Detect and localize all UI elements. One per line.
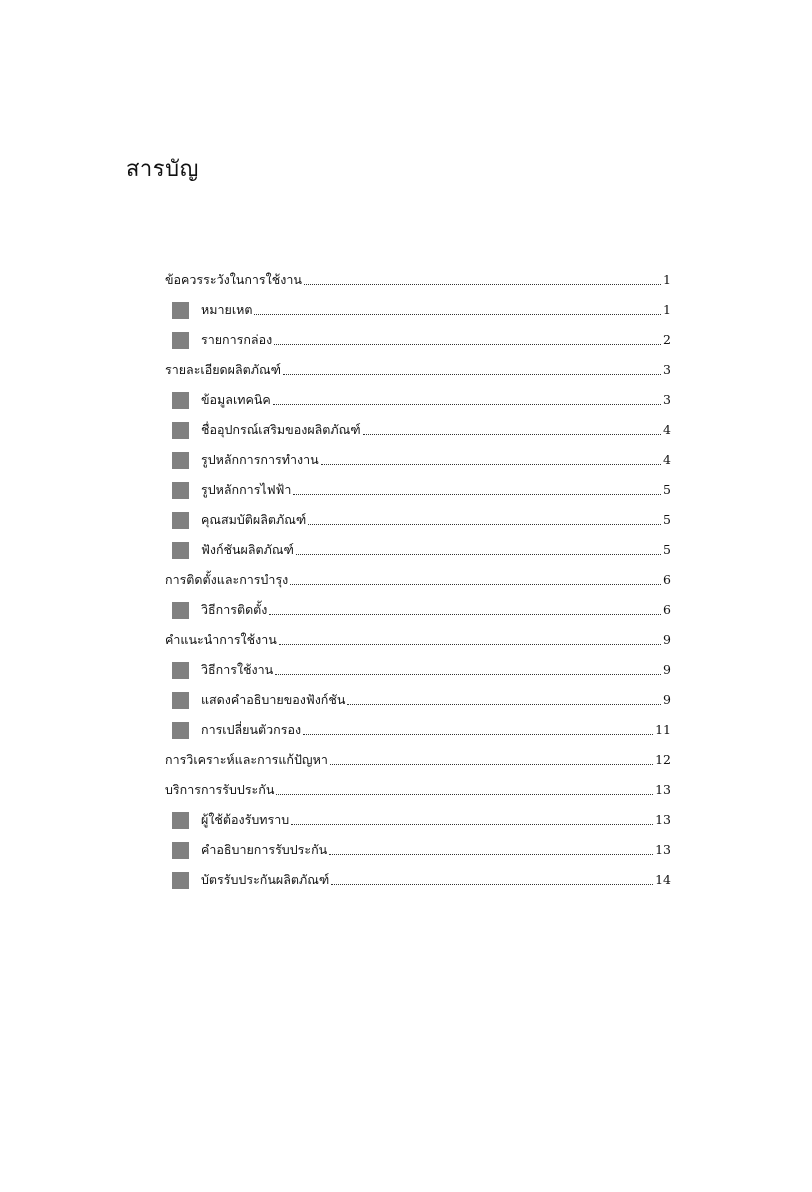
toc-entry-label: รูปหลักการไฟฟ้า — [201, 482, 292, 497]
toc-entry-page-number: 14 — [655, 872, 671, 887]
dot-leader — [254, 314, 661, 315]
dot-leader — [296, 554, 661, 555]
dot-leader — [303, 734, 653, 735]
toc-entry-page-number: 2 — [663, 332, 671, 347]
square-bullet-icon — [172, 332, 189, 349]
toc-entry-page-number: 3 — [663, 362, 671, 377]
square-bullet-icon — [172, 482, 189, 499]
dot-leader — [290, 584, 661, 585]
toc-entry-label: บัตรรับประกันผลิตภัณฑ์ — [201, 872, 330, 887]
toc-entry-page-number: 5 — [663, 512, 671, 527]
dot-leader — [304, 284, 661, 285]
dot-leader — [276, 794, 653, 795]
toc-entry-label: คุณสมบัติผลิตภัณฑ์ — [201, 512, 307, 527]
toc-entry-page-number: 9 — [663, 662, 671, 677]
toc-section-entry — [165, 768, 671, 798]
toc-entry-label: ฟังก์ชันผลิตภัณฑ์ — [201, 542, 294, 557]
toc-entry-label: ข้อมูลเทคนิค — [201, 392, 271, 407]
square-bullet-icon — [172, 452, 189, 469]
toc-subentry — [165, 318, 671, 348]
square-bullet-icon — [172, 302, 189, 319]
dot-leader — [329, 854, 653, 855]
toc-entry-page-number: 3 — [663, 392, 671, 407]
toc-entry-label: ชื่ออุปกรณ์เสริมของผลิตภัณฑ์ — [201, 422, 361, 437]
toc-subentry — [165, 468, 671, 498]
toc-entry-label: บริการการรับประกัน — [165, 782, 275, 797]
dot-leader — [293, 494, 661, 495]
toc-entry-page-number: 6 — [663, 572, 671, 587]
toc-entry-label: รายละเอียดผลิตภัณฑ์ — [165, 362, 281, 377]
toc-entry-page-number: 5 — [663, 542, 671, 557]
square-bullet-icon — [172, 512, 189, 529]
dot-leader — [291, 824, 653, 825]
toc-subentry — [165, 288, 671, 318]
toc-section-entry — [165, 348, 671, 378]
toc-entry-page-number: 9 — [663, 692, 671, 707]
toc-subentry — [165, 378, 671, 408]
square-bullet-icon — [172, 602, 189, 619]
square-bullet-icon — [172, 722, 189, 739]
toc-section-entry — [165, 258, 671, 288]
square-bullet-icon — [172, 662, 189, 679]
square-bullet-icon — [172, 872, 189, 889]
square-bullet-icon — [172, 842, 189, 859]
toc-entry-page-number: 5 — [663, 482, 671, 497]
square-bullet-icon — [172, 692, 189, 709]
toc-subentry — [165, 828, 671, 858]
toc-entry-label: ข้อควรระวังในการใช้งาน — [165, 272, 302, 287]
dot-leader — [275, 674, 661, 675]
toc-entry-page-number: 13 — [655, 812, 671, 827]
toc-section-entry — [165, 558, 671, 588]
toc-entry-label: วิธีการใช้งาน — [201, 662, 274, 677]
dot-leader — [273, 404, 661, 405]
toc-entry-page-number: 13 — [655, 782, 671, 797]
toc-subentry — [165, 648, 671, 678]
dot-leader — [269, 614, 661, 615]
toc-entry-page-number: 9 — [663, 632, 671, 647]
dot-leader — [274, 344, 661, 345]
toc-entry-label: หมายเหต — [201, 302, 253, 317]
square-bullet-icon — [172, 422, 189, 439]
toc-entry-page-number: 6 — [663, 602, 671, 617]
toc-entry-label: รูปหลักการการทำงาน — [201, 452, 319, 467]
dot-leader — [283, 374, 661, 375]
toc-subentry — [165, 528, 671, 558]
toc-subentry — [165, 858, 671, 888]
toc-section-entry — [165, 738, 671, 768]
toc-entry-label: การวิเคราะห์และการแก้ปัญหา — [165, 752, 328, 767]
toc-entry-page-number: 11 — [655, 722, 671, 737]
dot-leader — [321, 464, 661, 465]
dot-leader — [347, 704, 661, 705]
page-title: สารบัญ — [126, 157, 199, 182]
dot-leader — [363, 434, 661, 435]
square-bullet-icon — [172, 812, 189, 829]
toc-entry-label: คำแนะนำการใช้งาน — [165, 632, 277, 647]
toc-entry-page-number: 4 — [663, 422, 671, 437]
toc-section-entry — [165, 618, 671, 648]
table-of-contents — [165, 258, 671, 888]
square-bullet-icon — [172, 542, 189, 559]
dot-leader — [331, 884, 653, 885]
toc-entry-label: แสดงคำอธิบายของฟังก์ชัน — [201, 692, 346, 707]
dot-leader — [308, 524, 661, 525]
toc-entry-page-number: 1 — [663, 272, 671, 287]
toc-entry-label: การเปลี่ยนตัวกรอง — [201, 722, 302, 737]
toc-entry-page-number: 1 — [663, 302, 671, 317]
toc-entry-label: คำอธิบายการรับประกัน — [201, 842, 328, 857]
toc-entry-label: การติดตั้งและการบำรุง — [165, 572, 289, 587]
toc-entry-label: ผู้ใช้ต้องรับทราบ — [201, 812, 290, 827]
toc-entry-page-number: 4 — [663, 452, 671, 467]
toc-subentry — [165, 798, 671, 828]
dot-leader — [330, 764, 653, 765]
toc-subentry — [165, 498, 671, 528]
toc-subentry — [165, 678, 671, 708]
toc-entry-label: วิธีการติดตั้ง — [201, 602, 268, 617]
toc-subentry — [165, 588, 671, 618]
toc-subentry — [165, 708, 671, 738]
toc-entry-page-number: 13 — [655, 842, 671, 857]
toc-entry-label: รายการกล่อง — [201, 332, 273, 347]
toc-entry-page-number: 12 — [655, 752, 671, 767]
square-bullet-icon — [172, 392, 189, 409]
toc-subentry — [165, 408, 671, 438]
dot-leader — [279, 644, 661, 645]
toc-subentry — [165, 438, 671, 468]
